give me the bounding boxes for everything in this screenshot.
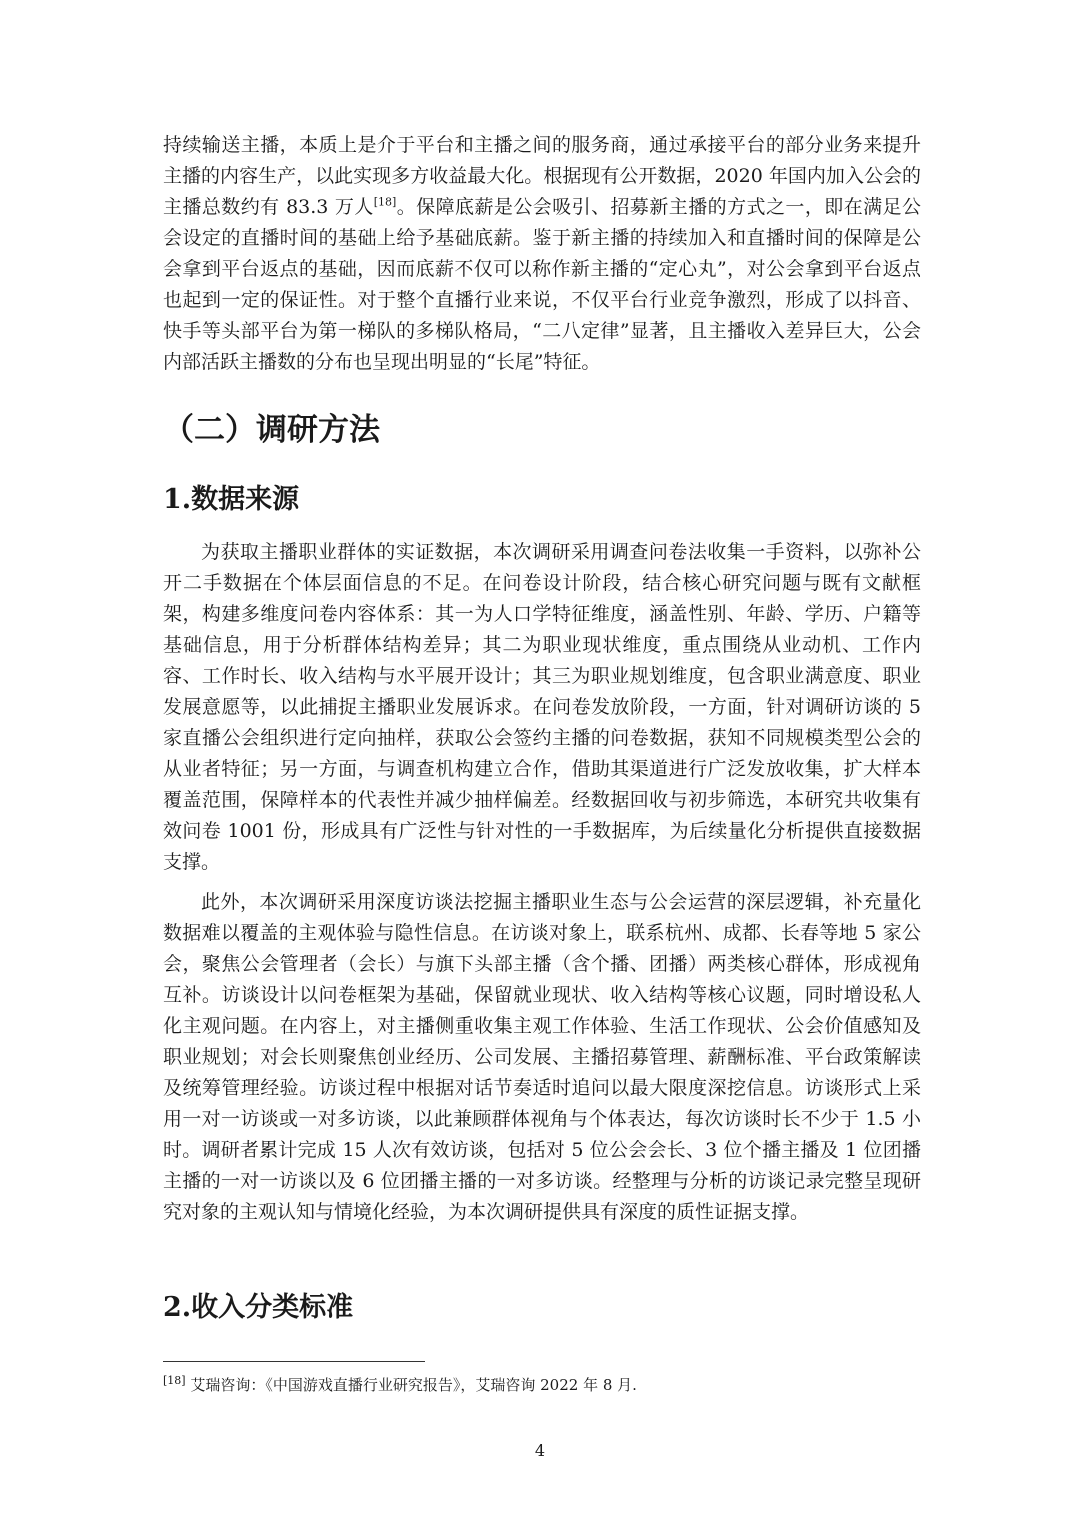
subsection-heading-income-standard: 2.收入分类标准 xyxy=(163,1292,354,1323)
continuation-text-b: 。保障底薪是公会吸引、招募新主播的方式之一，即在满足公会设定的直播时间的基础上给予基础底薪。鉴于新主播的持续加入和直播时间的保障是公会拿到平台返点的基础，因而底薪不仅可以称作新主播的“定心丸”，对公会拿到平台返点也起到一定的保证性。对于整个直播行业来说，不仅平台行业竞争激烈，形成了以抖音、快手等头部平台为第一梯队的多梯队格局，“二八定律”显著，且主播收入差异巨大，公会内部活跃主播数的分布也呈现出明显的“长尾”特征。 xyxy=(163,196,921,373)
subsection-heading-data-source: 1.数据来源 xyxy=(163,484,300,515)
data-source-paragraph-2: 此外，本次调研采用深度访谈法挖掘主播职业生态与公会运营的深层逻辑，补充量化数据难以覆盖的主观体验与隐性信息。在访谈对象上，联系杭州、成都、长春等地 5 家公会，聚焦公会管理者（会长）与旗下头部主播（含个播、团播）两类核心群体，形成视角互补。访谈设计以问卷框架为基础，保留就业现状、收入结构等核心议题，同时增设私人化主观问题。在内容上，对主播侧重收集主观工作体验、生活工作现状、公会价值感知及职业规划；对会长则聚焦创业经历、公司发展、主播招募管理、薪酬标准、平台政策解读及统筹管理经验。访谈过程中根据对话节奏适时追问以最大限度深挖信息。访谈形式上采用一对一访谈或一对多访谈，以此兼顾群体视角与个体表达，每次访谈时长不少于 1.5 小时。调研者累计完成 15 人次有效访谈，包括对 5 位公会会长、3 位个播主播及 1 位团播主播的一对一访谈以及 6 位团播主播的一对多访谈。经整理与分析的访谈记录完整呈现研究对象的主观认知与情境化经验，为本次调研提供具有深度的质性证据支撑。 xyxy=(163,891,921,1223)
footnote-reference[interactable]: [18] xyxy=(373,195,397,209)
footnote xyxy=(163,1374,921,1396)
data-source-paragraph-1: 为获取主播职业群体的实证数据，本次调研采用调查问卷法收集一手资料，以弥补公开二手数据在个体层面信息的不足。在问卷设计阶段，结合核心研究问题与既有文献框架，构建多维度问卷内容体系：其一为人口学特征维度，涵盖性别、年龄、学历、户籍等基础信息，用于分析群体结构差异；其二为职业现状维度，重点围绕从业动机、工作内容、工作时长、收入结构与水平展开设计；其三为职业规划维度，包含职业满意度、职业发展意愿等，以此捕捉主播职业发展诉求。在问卷发放阶段，一方面，针对调研访谈的 5 家直播公会组织进行定向抽样，获取公会签约主播的问卷数据，获知不同规模类型公会的从业者特征；另一方面，与调查机构建立合作，借助其渠道进行广泛发放收集，扩大样本覆盖范围，保障样本的代表性并减少抽样偏差。经数据回收与初步筛选，本研究共收集有效问卷 1001 份，形成具有广泛性与针对性的一手数据库，为后续量化分析提供直接数据支撑。 xyxy=(163,541,921,873)
continuation-paragraph xyxy=(163,130,921,378)
continuation-text-a: 持续输送主播，本质上是介于平台和主播之间的服务商，通过承接平台的部分业务来提升主播的内容生产，以此实现多方收益最大化。根据现有公开数据，2020 年国内加入公会的主播总数约有 83.3 万人 xyxy=(163,134,921,218)
page-number: 4 xyxy=(534,1441,546,1460)
footnote-marker: [18] xyxy=(163,1374,186,1387)
footnote-text: 艾瑞咨询：《中国游戏直播行业研究报告》，艾瑞咨询 2022 年 8 月. xyxy=(185,1376,637,1394)
section-heading: （二）调研方法 xyxy=(163,412,380,448)
footnote-divider xyxy=(163,1361,425,1362)
